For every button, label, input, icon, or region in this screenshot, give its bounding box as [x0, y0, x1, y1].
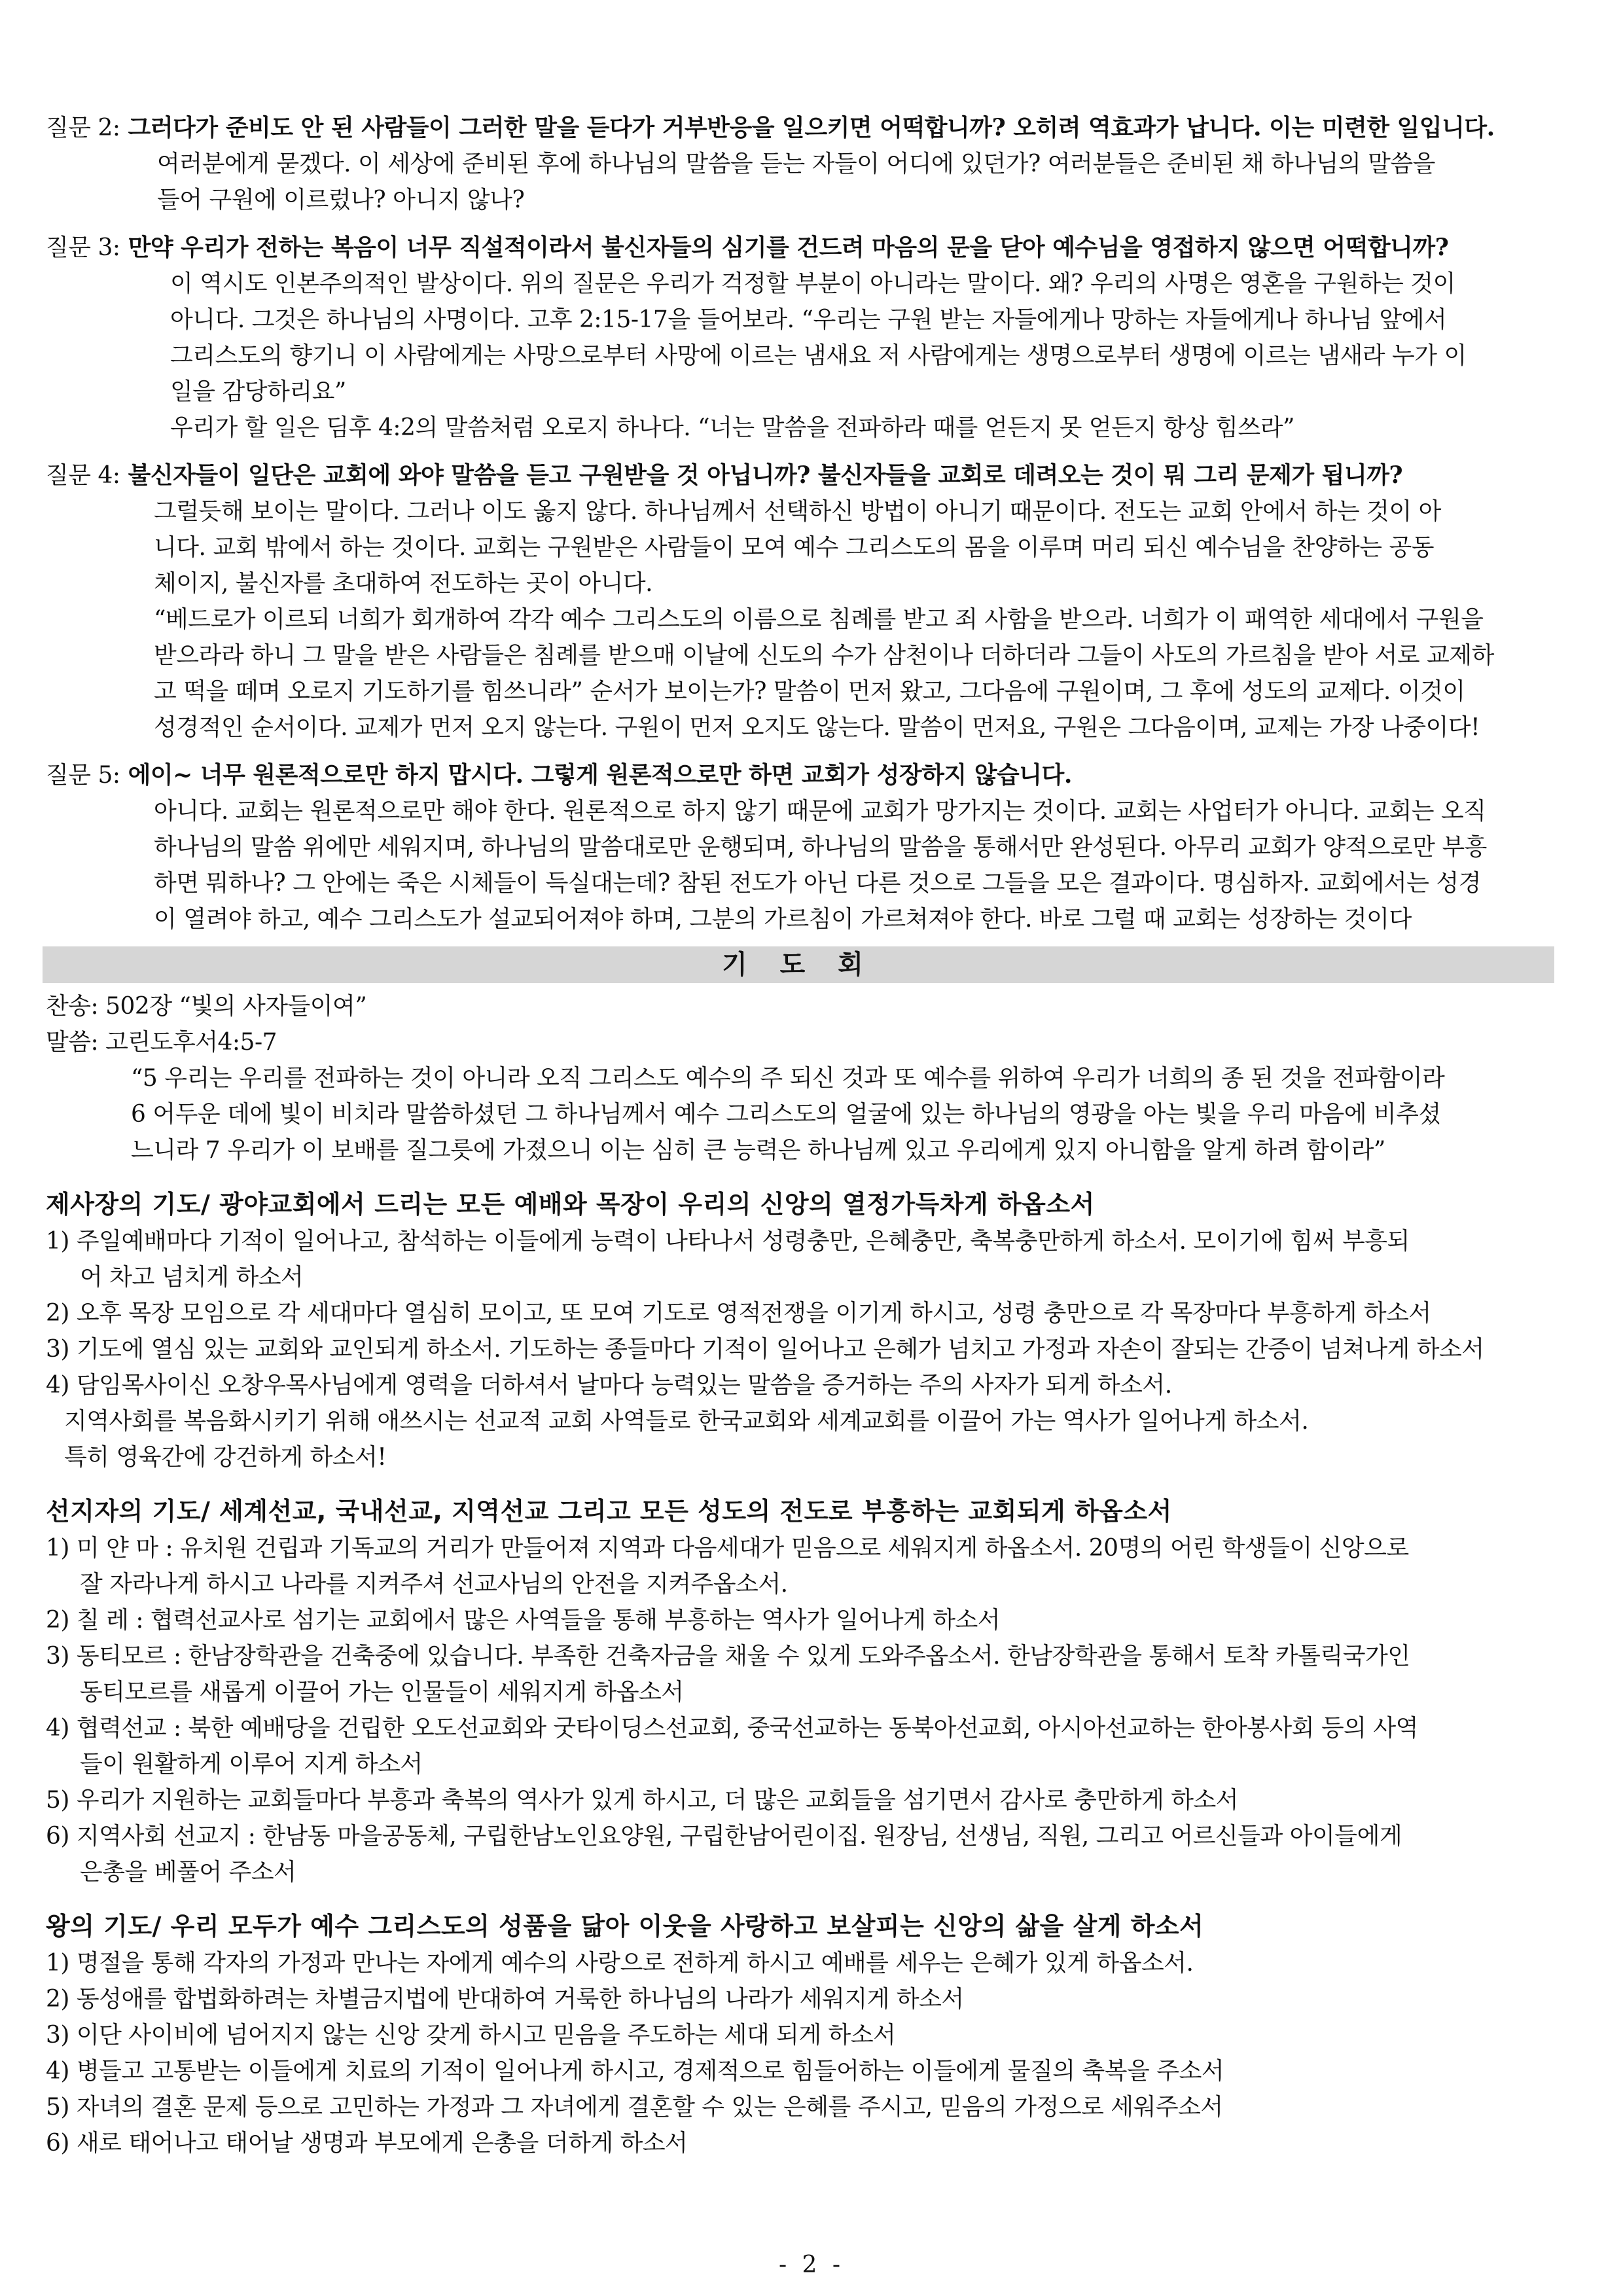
answer-line: 성경적인 순서이다. 교제가 먼저 오지 않는다. 구원이 먼저 오지도 않는다. 말씀이 먼저요, 구원은 그다음이며, 교제는 가장 나중이다!	[154, 714, 1480, 741]
hymn-line: 찬송: 502장 “빛의 사자들이여”	[46, 993, 367, 1020]
prayer-item-line: 2) 오후 목장 모임으로 각 세대마다 열심히 모이고, 또 모여 기도로 영적전쟁을 이기게 하시고, 성령 충만으로 각 목장마다 부흥하게 하소서	[46, 1300, 1431, 1327]
answer-line: 이 역시도 인본주의적인 발상이다. 위의 질문은 우리가 걱정할 부분이 아니라는 말이다. 왜? 우리의 사명은 영혼을 구원하는 것이	[170, 270, 1455, 297]
question-2: 질문 2: 그러다가 준비도 안 된 사람들이 그러한 말을 듣다가 거부반응을 일으키면 어떡합니까? 오히려 역효과가 납니다. 이는 미련한 일입니다.	[46, 114, 1495, 141]
scripture-verse-line: “5 우리는 우리를 전파하는 것이 아니라 오직 그리스도 예수의 주 되신 것과 또 예수를 위하여 우리가 너희의 종 된 것을 전파함이라	[131, 1065, 1445, 1092]
prayer-item-line: 6) 새로 태어나고 태어날 생명과 부모에게 은총을 더하게 하소서	[46, 2130, 688, 2157]
qa-block-4	[46, 457, 1551, 745]
scripture-verse-line: 느니라 7 우리가 이 보배를 질그릇에 가졌으니 이는 심히 큰 능력은 하나님께 있고 우리에게 있지 아니함을 알게 하려 함이라”	[131, 1137, 1385, 1164]
prayer-item-line: 1) 명절을 통해 각자의 가정과 만나는 자에게 예수의 사랑으로 전하게 하시고 예배를 세우는 은혜가 있게 하옵소서.	[46, 1950, 1194, 1977]
prayer-sections	[46, 1185, 1551, 2161]
answer-line: 들어 구원에 이르렀나? 아니지 않나?	[157, 187, 525, 213]
prayer-item-line: 6) 지역사회 선교지 : 한남동 마을공동체, 구립한남노인요양원, 구립한남어린이집. 원장님, 선생님, 직원, 그리고 어르신들과 아이들에게	[46, 1823, 1402, 1850]
prayer-item-line: 4) 병들고 고통받는 이들에게 치료의 기적이 일어나게 하시고, 경제적으로 힘들어하는 이들에게 물질의 축복을 주소서	[46, 2058, 1224, 2085]
priest-prayer-section	[46, 1185, 1551, 1475]
answer-line: 우리가 할 일은 딤후 4:2의 말씀처럼 오로지 하나다. “너는 말씀을 전파하라 때를 얻든지 못 얻든지 항상 힘쓰라”	[170, 414, 1294, 441]
answer-line: 고 떡을 떼며 오로지 기도하기를 힘쓰니라” 순서가 보이는가? 말씀이 먼저 왔고, 그다음에 구원이며, 그 후에 성도의 교제다. 이것이	[154, 678, 1465, 705]
prayer-section-title: 왕의 기도/ 우리 모두가 예수 그리스도의 성품을 닮아 이웃을 사랑하고 보살피는 신앙의 삶을 살게 하소서	[46, 1912, 1204, 1941]
prayer-item-line: 2) 칠 레 : 협력선교사로 섬기는 교회에서 많은 사역들을 통해 부흥하는 역사가 일어나게 하소서	[46, 1607, 1001, 1634]
prayer-item-line: 1) 주일예배마다 기적이 일어나고, 참석하는 이들에게 능력이 나타나서 성령충만, 은혜충만, 축복충만하게 하소서. 모이기에 힘써 부흥되	[46, 1228, 1410, 1255]
prayer-section-title: 제사장의 기도/ 광야교회에서 드리는 모든 예배와 목장이 우리의 신앙의 열정가득차게 하옵소서	[46, 1190, 1095, 1219]
prayer-item-line: 4) 협력선교 : 북한 예배당을 건립한 오도선교회와 굿타이딩스선교회, 중국선교하는 동북아선교회, 아시아선교하는 한아봉사회 등의 사역	[46, 1715, 1418, 1742]
prayer-meeting-banner: 기 도 회	[43, 946, 1554, 983]
prayer-item-line: 4) 담임목사이신 오창우목사님에게 영력을 더하셔서 날마다 능력있는 말씀을 증거하는 주의 사자가 되게 하소서.	[46, 1372, 1172, 1399]
prayer-item-line: 들이 원활하게 이루어 지게 하소서	[80, 1751, 423, 1778]
prayer-item-line: 어 차고 넘치게 하소서	[80, 1264, 304, 1291]
qa-block-3	[46, 230, 1551, 446]
qa-block-2	[46, 110, 1551, 218]
answer-line: 하나님의 말씀 위에만 세워지며, 하나님의 말씀대로만 운행되며, 하나님의 말씀을 통해서만 완성된다. 아무리 교회가 양적으로만 부흥	[154, 834, 1487, 861]
prayer-item-line: 동티모르를 새롭게 이끌어 가는 인물들이 세워지게 하옵소서	[80, 1679, 684, 1706]
prayer-section-title: 선지자의 기도/ 세계선교, 국내선교, 지역선교 그리고 모든 성도의 전도로 부흥하는 교회되게 하옵소서	[46, 1497, 1172, 1526]
prayer-item-line: 특히 영육간에 강건하게 하소서!	[64, 1444, 387, 1471]
qa-block-5	[46, 757, 1551, 937]
prayer-item-line: 잘 자라나게 하시고 나라를 지켜주셔 선교사님의 안전을 지켜주옵소서.	[80, 1571, 788, 1598]
prayer-item-line: 5) 우리가 지원하는 교회들마다 부흥과 축복의 역사가 있게 하시고, 더 많은 교회들을 섬기면서 감사로 충만하게 하소서	[46, 1787, 1239, 1814]
scripture-verse-line: 6 어두운 데에 빛이 비치라 말씀하셨던 그 하나님께서 예수 그리스도의 얼굴에 있는 하나님의 영광을 아는 빛을 우리 마음에 비추셨	[131, 1101, 1441, 1128]
prayer-item-line: 1) 미 얀 마 : 유치원 건립과 기독교의 거리가 만들어져 지역과 다음세대가 믿음으로 세워지게 하옵소서. 20명의 어린 학생들이 신앙으로	[46, 1535, 1409, 1562]
scripture-reference: 말씀: 고린도후서4:5-7	[46, 1029, 277, 1056]
prayer-item-line: 3) 이단 사이비에 넘어지지 않는 신앙 갖게 하시고 믿음을 주도하는 세대 되게 하소서	[46, 2022, 896, 2049]
answer-line: “베드로가 이르되 너희가 회개하여 각각 예수 그리스도의 이름으로 침례를 받고 죄 사함을 받으라. 너희가 이 패역한 세대에서 구원을	[154, 606, 1484, 633]
answer-line: 그럴듯해 보이는 말이다. 그러나 이도 옳지 않다. 하나님께서 선택하신 방법이 아니기 때문이다. 전도는 교회 안에서 하는 것이 아	[154, 498, 1441, 525]
answer-line: 하면 뭐하나? 그 안에는 죽은 시체들이 득실대는데? 참된 전도가 아닌 다른 것으로 그들을 모은 결과이다. 명심하자. 교회에서는 성경	[154, 870, 1481, 897]
answer-line: 여러분에게 묻겠다. 이 세상에 준비된 후에 하나님의 말씀을 듣는 자들이 어디에 있던가? 여러분들은 준비된 채 하나님의 말씀을	[157, 151, 1435, 177]
prophet-prayer-section	[46, 1492, 1551, 1890]
answer-line: 체이지, 불신자를 초대하여 전도하는 곳이 아니다.	[154, 570, 653, 597]
answer-line: 아니다. 교회는 원론적으로만 해야 한다. 원론적으로 하지 않기 때문에 교회가 망가지는 것이다. 교회는 사업터가 아니다. 교회는 오직	[154, 798, 1486, 825]
prayer-item-line: 2) 동성애를 합법화하려는 차별금지법에 반대하여 거룩한 하나님의 나라가 세워지게 하소서	[46, 1986, 964, 2013]
prayer-item-line: 지역사회를 복음화시키기 위해 애쓰시는 선교적 교회 사역들로 한국교회와 세계교회를 이끌어 가는 역사가 일어나게 하소서.	[64, 1408, 1309, 1435]
prayer-item-line: 은총을 베풀어 주소서	[80, 1859, 296, 1886]
prayer-item-line: 3) 기도에 열심 있는 교회와 교인되게 하소서. 기도하는 종들마다 기적이 일어나고 은혜가 넘치고 가정과 자손이 잘되는 간증이 넘쳐나게 하소서	[46, 1336, 1484, 1363]
prayer-item-line: 5) 자녀의 결혼 문제 등으로 고민하는 가정과 그 자녀에게 결혼할 수 있는 은혜를 주시고, 믿음의 가정으로 세워주소서	[46, 2094, 1223, 2121]
question-3: 질문 3: 만약 우리가 전하는 복음이 너무 직설적이라서 불신자들의 심기를 건드려 마음의 문을 닫아 예수님을 영접하지 않으면 어떡합니까?	[46, 234, 1449, 261]
question-4: 질문 4: 불신자들이 일단은 교회에 와야 말씀을 듣고 구원받을 것 아닙니까? 불신자들을 교회로 데려오는 것이 뭐 그리 문제가 됩니까?	[46, 461, 1403, 489]
document-body	[46, 110, 1551, 2161]
answer-line: 일을 감당하리요”	[170, 378, 346, 405]
answer-line: 받으라라 하니 그 말을 받은 사람들은 침례를 받으매 이날에 신도의 수가 삼천이나 더하더라 그들이 사도의 가르침을 받아 서로 교제하	[154, 642, 1494, 669]
prayer-item-line: 3) 동티모르 : 한남장학관을 건축중에 있습니다. 부족한 건축자금을 채울 수 있게 도와주옵소서. 한남장학관을 통해서 토착 카톨릭국가인	[46, 1643, 1410, 1670]
king-prayer-section	[46, 1907, 1551, 2161]
page-number: - 2 -	[778, 2251, 845, 2278]
question-5: 질문 5: 에이~ 너무 원론적으로만 하지 맙시다. 그렇게 원론적으로만 하면 교회가 성장하지 않습니다.	[46, 761, 1072, 789]
answer-line: 니다. 교회 밖에서 하는 것이다. 교회는 구원받은 사람들이 모여 예수 그리스도의 몸을 이루며 머리 되신 예수님을 찬양하는 공동	[154, 534, 1435, 561]
answer-line: 이 열려야 하고, 예수 그리스도가 설교되어져야 하며, 그분의 가르침이 가르쳐져야 한다. 바로 그럴 때 교회는 성장하는 것이다	[154, 906, 1412, 933]
answer-line: 그리스도의 향기니 이 사람에게는 사망으로부터 사망에 이르는 냄새요 저 사람에게는 생명으로부터 생명에 이르는 냄새라 누가 이	[170, 342, 1467, 369]
answer-line: 아니다. 그것은 하나님의 사명이다. 고후 2:15-17을 들어보라. “우리는 구원 받는 자들에게나 망하는 자들에게나 하나님 앞에서	[170, 306, 1447, 333]
